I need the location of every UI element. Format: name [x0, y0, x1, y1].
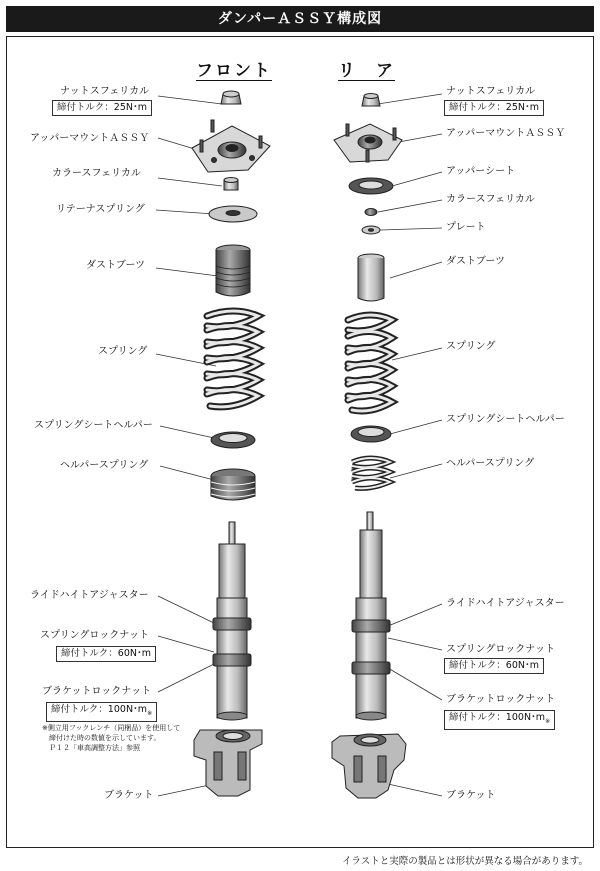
front-bracket-lock-torque-mark: ※	[147, 709, 153, 717]
rear-helper-spring-label: ヘルパースプリング	[446, 458, 535, 469]
rear-bracket-lock-nut-label: ブラケットロックナット	[446, 694, 556, 705]
rear-ride-height-adjuster-label: ライドハイトアジャスター	[446, 598, 565, 609]
page-title: ダンパーＡＳＳＹ構成図	[6, 6, 594, 32]
front-bracket-lock-torque-box	[46, 702, 157, 722]
rear-collar-spherical-label: カラースフェリカル	[446, 194, 535, 205]
front-note-line-3: Ｐ１２「車高調整方法」参照	[42, 744, 140, 752]
rear-bracket-lock-torque-text: 締付トルク：100N･m	[449, 712, 546, 723]
front-bracket-label: ブラケット	[104, 790, 154, 801]
rear-leader-lines	[378, 94, 442, 796]
rear-bracket-label: ブラケット	[446, 790, 496, 801]
front-nut-spherical-label: ナットスフェリカル	[60, 86, 150, 97]
front-column-heading: フロント	[196, 61, 272, 81]
front-helper-spring-label: ヘルパースプリング	[60, 460, 149, 471]
rear-parts	[332, 94, 406, 799]
rear-bracket-lock-torque-box	[444, 710, 555, 730]
front-spring-lock-torque-box: 締付トルク：60N･m	[56, 646, 156, 662]
front-spring-label: スプリング	[98, 346, 148, 357]
front-spring-seat-helper-label: スプリングシートヘルパー	[34, 420, 153, 431]
front-dust-boots-label: ダストブーツ	[86, 260, 145, 271]
rear-upper-mount-label: アッパーマウントＡＳＳＹ	[446, 128, 566, 139]
front-note-line-1: ※側立用フックレンチ（同梱品）を使用して	[42, 724, 181, 732]
rear-dust-boots-label: ダストブーツ	[446, 256, 505, 267]
rear-spring-label: スプリング	[446, 341, 496, 352]
rear-column-heading: リ ア	[338, 61, 395, 81]
rear-plate-label: プレート	[446, 222, 486, 233]
front-ride-height-adjuster-label: ライドハイトアジャスター	[30, 590, 149, 601]
front-upper-mount-label: アッパーマウントＡＳＳＹ	[30, 133, 150, 144]
front-retainer-spring-label: リテーナスプリング	[56, 204, 145, 215]
front-nut-torque-box: 締付トルク：25N･m	[52, 100, 152, 116]
rear-spring-lock-nut-label: スプリングロックナット	[446, 644, 555, 655]
front-note-line-2: 締付けた時の数値を示しています。	[42, 734, 161, 742]
rear-upper-seat-label: アッパーシート	[446, 166, 516, 177]
front-parts	[192, 91, 270, 796]
front-bracket-lock-nut-label: ブラケットロックナット	[42, 686, 152, 697]
front-spring-lock-nut-label: スプリングロックナット	[40, 630, 149, 641]
rear-spring-lock-torque-box: 締付トルク：60N･m	[444, 658, 544, 674]
front-collar-spherical-label: カラースフェリカル	[52, 168, 141, 179]
rear-nut-spherical-label: ナットスフェリカル	[446, 86, 536, 97]
rear-bracket-lock-torque-mark: ※	[545, 717, 551, 725]
front-bracket-lock-torque-text: 締付トルク：100N･m	[51, 704, 148, 715]
rear-spring-seat-helper-label: スプリングシートヘルパー	[446, 414, 565, 425]
rear-nut-torque-box: 締付トルク：25N･m	[444, 100, 544, 116]
front-leader-lines	[156, 96, 222, 796]
footer-disclaimer: イラストと実際の製品とは形状が異なる場合があります。	[342, 856, 588, 867]
